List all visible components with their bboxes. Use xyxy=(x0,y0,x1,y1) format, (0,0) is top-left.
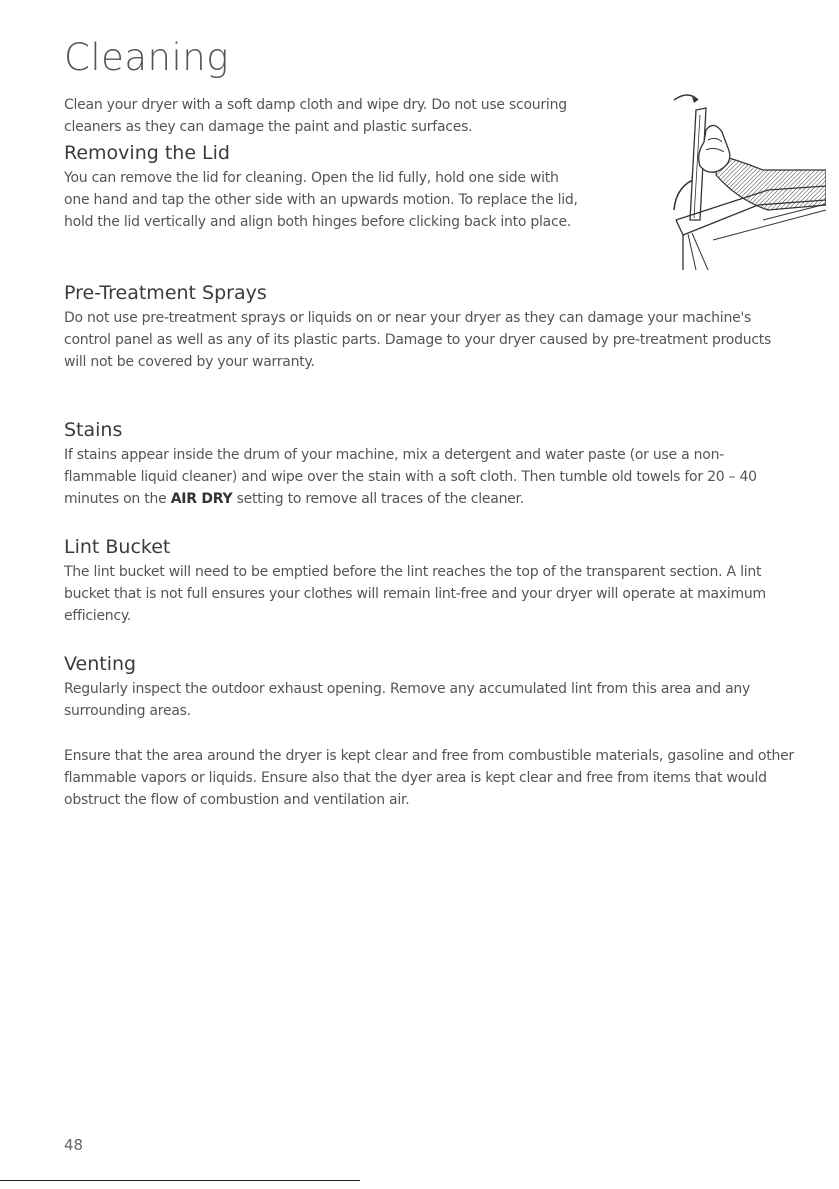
page-number: 48 xyxy=(64,1136,84,1154)
venting-text-2: Ensure that the area around the dryer is kept clear and free from combustible materials, gasoline and other flammable vapors or liquids. Ensure also that the dyer area is kept clear and free from items that would obstruct the flow of combustion and ventilation air. xyxy=(64,748,794,808)
lid-text: You can remove the lid for cleaning. Open the lid fully, hold one side with one hand and tap the other side with an upwards motion. To replace the lid, hold the lid vertically and align both hinges before clicking back into place. xyxy=(64,170,578,230)
bottom-rule xyxy=(0,1180,360,1181)
lid-removal-illustration xyxy=(588,70,826,270)
page-title: Cleaning xyxy=(64,36,229,79)
sprays-text: Do not use pre-treatment sprays or liquids on or near your dryer as they can damage your machine's control panel as well as any of its plastic parts. Damage to your dryer caused by pre-treatment products will not be covered by your warranty. xyxy=(64,310,772,370)
stains-text-end: setting to remove all traces of the cleaner. xyxy=(232,491,524,507)
sprays-heading: Pre-Treatment Sprays xyxy=(64,282,267,304)
venting-heading: Venting xyxy=(64,653,137,675)
intro-text: Clean your dryer with a soft damp cloth and wipe dry. Do not use scouring cleaners as they can damage the paint and plastic surfaces. xyxy=(64,97,567,135)
stains-text xyxy=(64,444,794,510)
venting-text-1: Regularly inspect the outdoor exhaust opening. Remove any accumulated lint from this area and any surrounding areas. xyxy=(64,681,751,719)
lint-heading: Lint Bucket xyxy=(64,536,171,558)
lint-text: The lint bucket will need to be emptied before the lint reaches the top of the transparent section. A lint bucket that is not full ensures your clothes will remain lint-free and your dryer will operate at maximum efficiency. xyxy=(64,564,766,624)
lid-heading: Removing the Lid xyxy=(64,142,230,164)
stains-heading: Stains xyxy=(64,419,123,441)
air-dry-setting: AIR DRY xyxy=(170,491,233,507)
stains-text-start: If stains appear inside the drum of your machine, mix a detergent and water paste (or use a non-flammable liquid cleaner) and wipe over the stain with a soft cloth. Then tumble old towels for 20 – 40 minutes on the xyxy=(64,447,757,507)
